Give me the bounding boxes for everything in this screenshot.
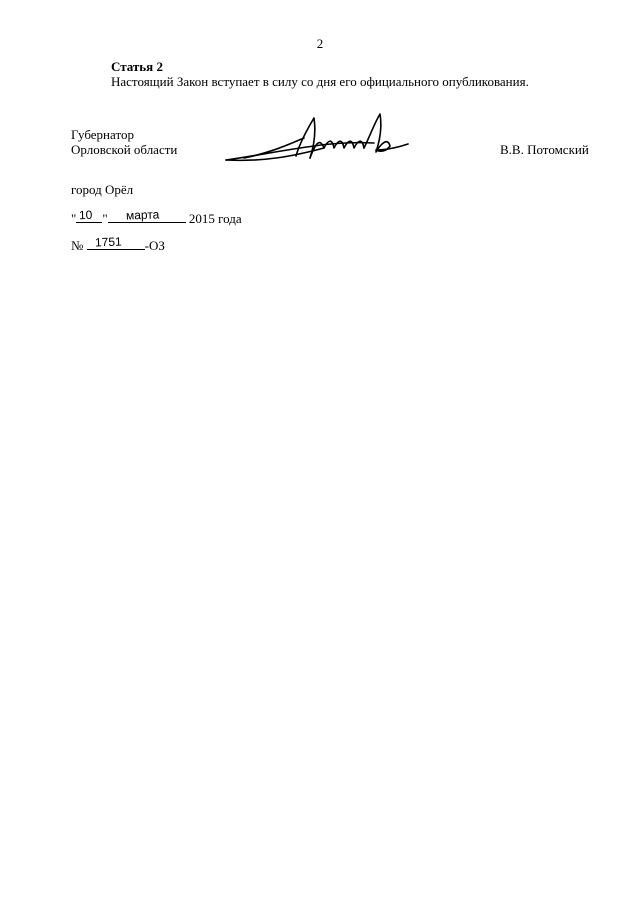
number-blank <box>87 234 145 250</box>
page-number: 2 <box>316 36 324 51</box>
day-blank <box>76 207 102 223</box>
month-blank <box>108 207 186 223</box>
position-line-1: Губернатор <box>71 127 134 142</box>
date-year: 2015 года <box>188 211 242 226</box>
law-number-line <box>71 234 165 253</box>
city: город Орёл <box>71 182 134 197</box>
number-suffix: -ОЗ <box>144 238 165 253</box>
date-month: марта <box>125 207 160 223</box>
date-quote-open: " <box>71 211 77 226</box>
date-quote-close: " <box>102 211 108 226</box>
number-prefix: № <box>71 238 84 253</box>
date-line <box>71 207 242 226</box>
governor-name: В.В. Потомский <box>500 142 589 157</box>
article-text: Настоящий Закон вступает в силу со дня его официального опубликования. <box>111 74 529 89</box>
position-line-2: Орловской области <box>71 142 178 157</box>
law-number: 1751 <box>94 234 122 250</box>
handwritten-signature-icon <box>224 112 410 176</box>
date-day: 10 <box>79 207 93 223</box>
article-title: Статья 2 <box>111 59 163 74</box>
governor-position <box>71 127 177 157</box>
